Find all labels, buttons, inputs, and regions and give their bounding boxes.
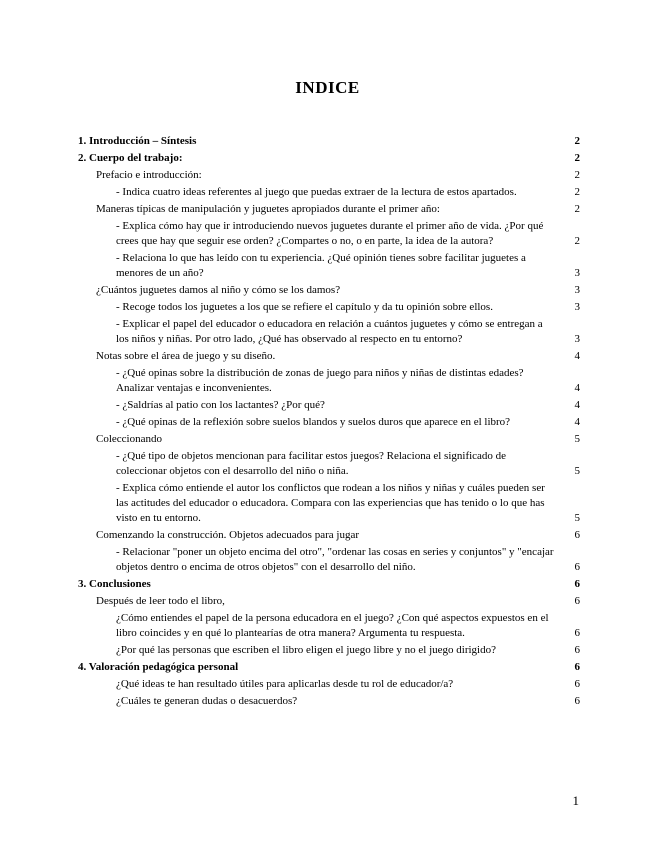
toc-entry-page: 3 [574,333,580,345]
table-of-contents [78,134,580,711]
toc-entry-text: ¿Por qué las personas que escriben el libro eligen el juego libre y no el juego dirigido? [116,644,496,656]
toc-entry-text: Coleccionando [96,433,162,445]
toc-entry-page: 6 [574,695,580,707]
toc-entry-text: - Recoge todos los juguetes a los que se refiere el capítulo y da tu opinión sobre ellos. [116,301,493,313]
toc-entry-text: - ¿Saldrías al patio con los lactantes? ¿Por qué? [116,399,325,411]
toc-entry-page: 3 [574,284,580,296]
toc-entry-text: - Explicar el papel del educador o educadora en relación a cuántos juguetes y cómo se entregan a los niños y niñas. Por otro lado, ¿Qué has observado al respecto en tu entorno? [116,318,543,345]
toc-entry-page: 3 [574,301,580,313]
toc-entry-page: 5 [574,512,580,524]
toc-entry-page: 4 [574,416,580,428]
toc-entry-text: - Relaciona lo que has leído con tu experiencia. ¿Qué opinión tienes sobre facilitar juguetes a menores de un año? [116,252,526,279]
toc-entry-page: 2 [574,203,580,215]
toc-entry[interactable] [78,251,580,281]
toc-entry[interactable] [78,283,580,298]
toc-entry[interactable] [78,611,580,641]
toc-entry[interactable] [78,528,580,543]
toc-entry-text: Comenzando la construcción. Objetos adecuados para jugar [96,529,359,541]
toc-entry-text: Maneras típicas de manipulación y juguetes apropiados durante el primer año: [96,203,440,215]
toc-entry-page: 6 [574,529,580,541]
toc-entry-page: 2 [574,152,580,164]
toc-entry-page: 4 [574,382,580,394]
toc-entry[interactable] [78,349,580,364]
toc-entry-text: - ¿Qué tipo de objetos mencionan para facilitar estos juegos? Relaciona el significado de coleccionar objetos con el desarrollo del niño o niña. [116,450,507,477]
toc-entry-page: 2 [574,135,580,147]
toc-entry-text: 2. Cuerpo del trabajo: [78,152,183,164]
toc-entry-text: - ¿Qué opinas de la reflexión sobre suelos blandos y suelos duros que aparece en el libro? [116,416,511,428]
toc-entry-page: 6 [574,578,580,590]
toc-entry-page: 2 [574,186,580,198]
toc-entry-page: 6 [574,678,580,690]
toc-entry-text: Después de leer todo el libro, [96,595,225,607]
toc-entry-page: 2 [574,235,580,247]
toc-entry-text: - Indica cuatro ideas referentes al juego que puedas extraer de la lectura de estos apartados. [116,186,517,198]
toc-entry[interactable] [78,202,580,217]
toc-entry[interactable] [78,168,580,183]
toc-entry-page: 3 [574,267,580,279]
toc-entry[interactable] [78,577,580,592]
toc-entry-text: Notas sobre el área de juego y su diseño. [96,350,276,362]
toc-entry-page: 6 [574,661,580,673]
toc-entry[interactable] [78,660,580,675]
toc-entry-text: ¿Cuántos juguetes damos al niño y cómo se los damos? [96,284,341,296]
toc-entry[interactable] [78,317,580,347]
toc-entry-page: 2 [574,169,580,181]
toc-entry-page: 4 [574,350,580,362]
toc-entry-text: - Relacionar "poner un objeto encima del otro", "ordenar las cosas en series y conjuntos" y "encajar objetos dentro o encima de otros objetos" con el desarrollo del niño. [116,546,554,573]
toc-entry[interactable] [78,545,580,575]
toc-entry[interactable] [78,134,580,149]
toc-entry-page: 6 [574,561,580,573]
page-title: INDICE [295,78,360,97]
toc-entry[interactable] [78,432,580,447]
toc-entry-text: Prefacio e introducción: [96,169,202,181]
toc-entry-text: - Explica cómo entiende el autor los conflictos que rodean a los niños y niñas y cuáles pueden ser las actitudes del educador o educadora. Compara con las experiencias que has tenido o lo que has visto en tu entorno. [116,482,545,524]
toc-entry[interactable] [78,219,580,249]
toc-entry[interactable] [78,151,580,166]
toc-entry-page: 4 [574,399,580,411]
toc-entry-page: 6 [574,644,580,656]
toc-entry-text: 1. Introducción – Síntesis [78,135,197,147]
toc-entry[interactable] [78,677,580,692]
toc-entry[interactable] [78,694,580,709]
toc-entry-page: 5 [574,433,580,445]
toc-entry[interactable] [78,415,580,430]
toc-entry-text: - ¿Qué opinas sobre la distribución de zonas de juego para niños y niñas de distintas edades? Analizar ventajas e inconvenientes. [116,367,524,394]
toc-entry[interactable] [78,481,580,526]
toc-entry[interactable] [78,643,580,658]
toc-entry[interactable] [78,449,580,479]
toc-entry[interactable] [78,185,580,200]
toc-entry[interactable] [78,398,580,413]
toc-entry-text: - Explica cómo hay que ir introduciendo nuevos juguetes durante el primer año de vida. ¿Por qué crees que hay que seguir ese orden? ¿Compartes o no, o en parte, la idea de la autora? [116,220,544,247]
toc-entry[interactable] [78,366,580,396]
toc-entry[interactable] [78,594,580,609]
toc-entry[interactable] [78,300,580,315]
toc-entry-text: 4. Valoración pedagógica personal [78,661,239,673]
toc-entry-page: 6 [574,627,580,639]
page-number: 1 [572,793,579,808]
toc-entry-text: ¿Qué ideas te han resultado útiles para aplicarlas desde tu rol de educador/a? [116,678,454,690]
toc-entry-page: 6 [574,595,580,607]
toc-entry-text: ¿Cuáles te generan dudas o desacuerdos? [116,695,298,707]
toc-entry-text: 3. Conclusiones [78,578,151,590]
toc-entry-page: 5 [574,465,580,477]
toc-entry-text: ¿Cómo entiendes el papel de la persona educadora en el juego? ¿Con qué aspectos expuestos en el libro coincides y en qué lo plantearías de otra manera? Argumenta tu respuesta. [116,612,549,639]
